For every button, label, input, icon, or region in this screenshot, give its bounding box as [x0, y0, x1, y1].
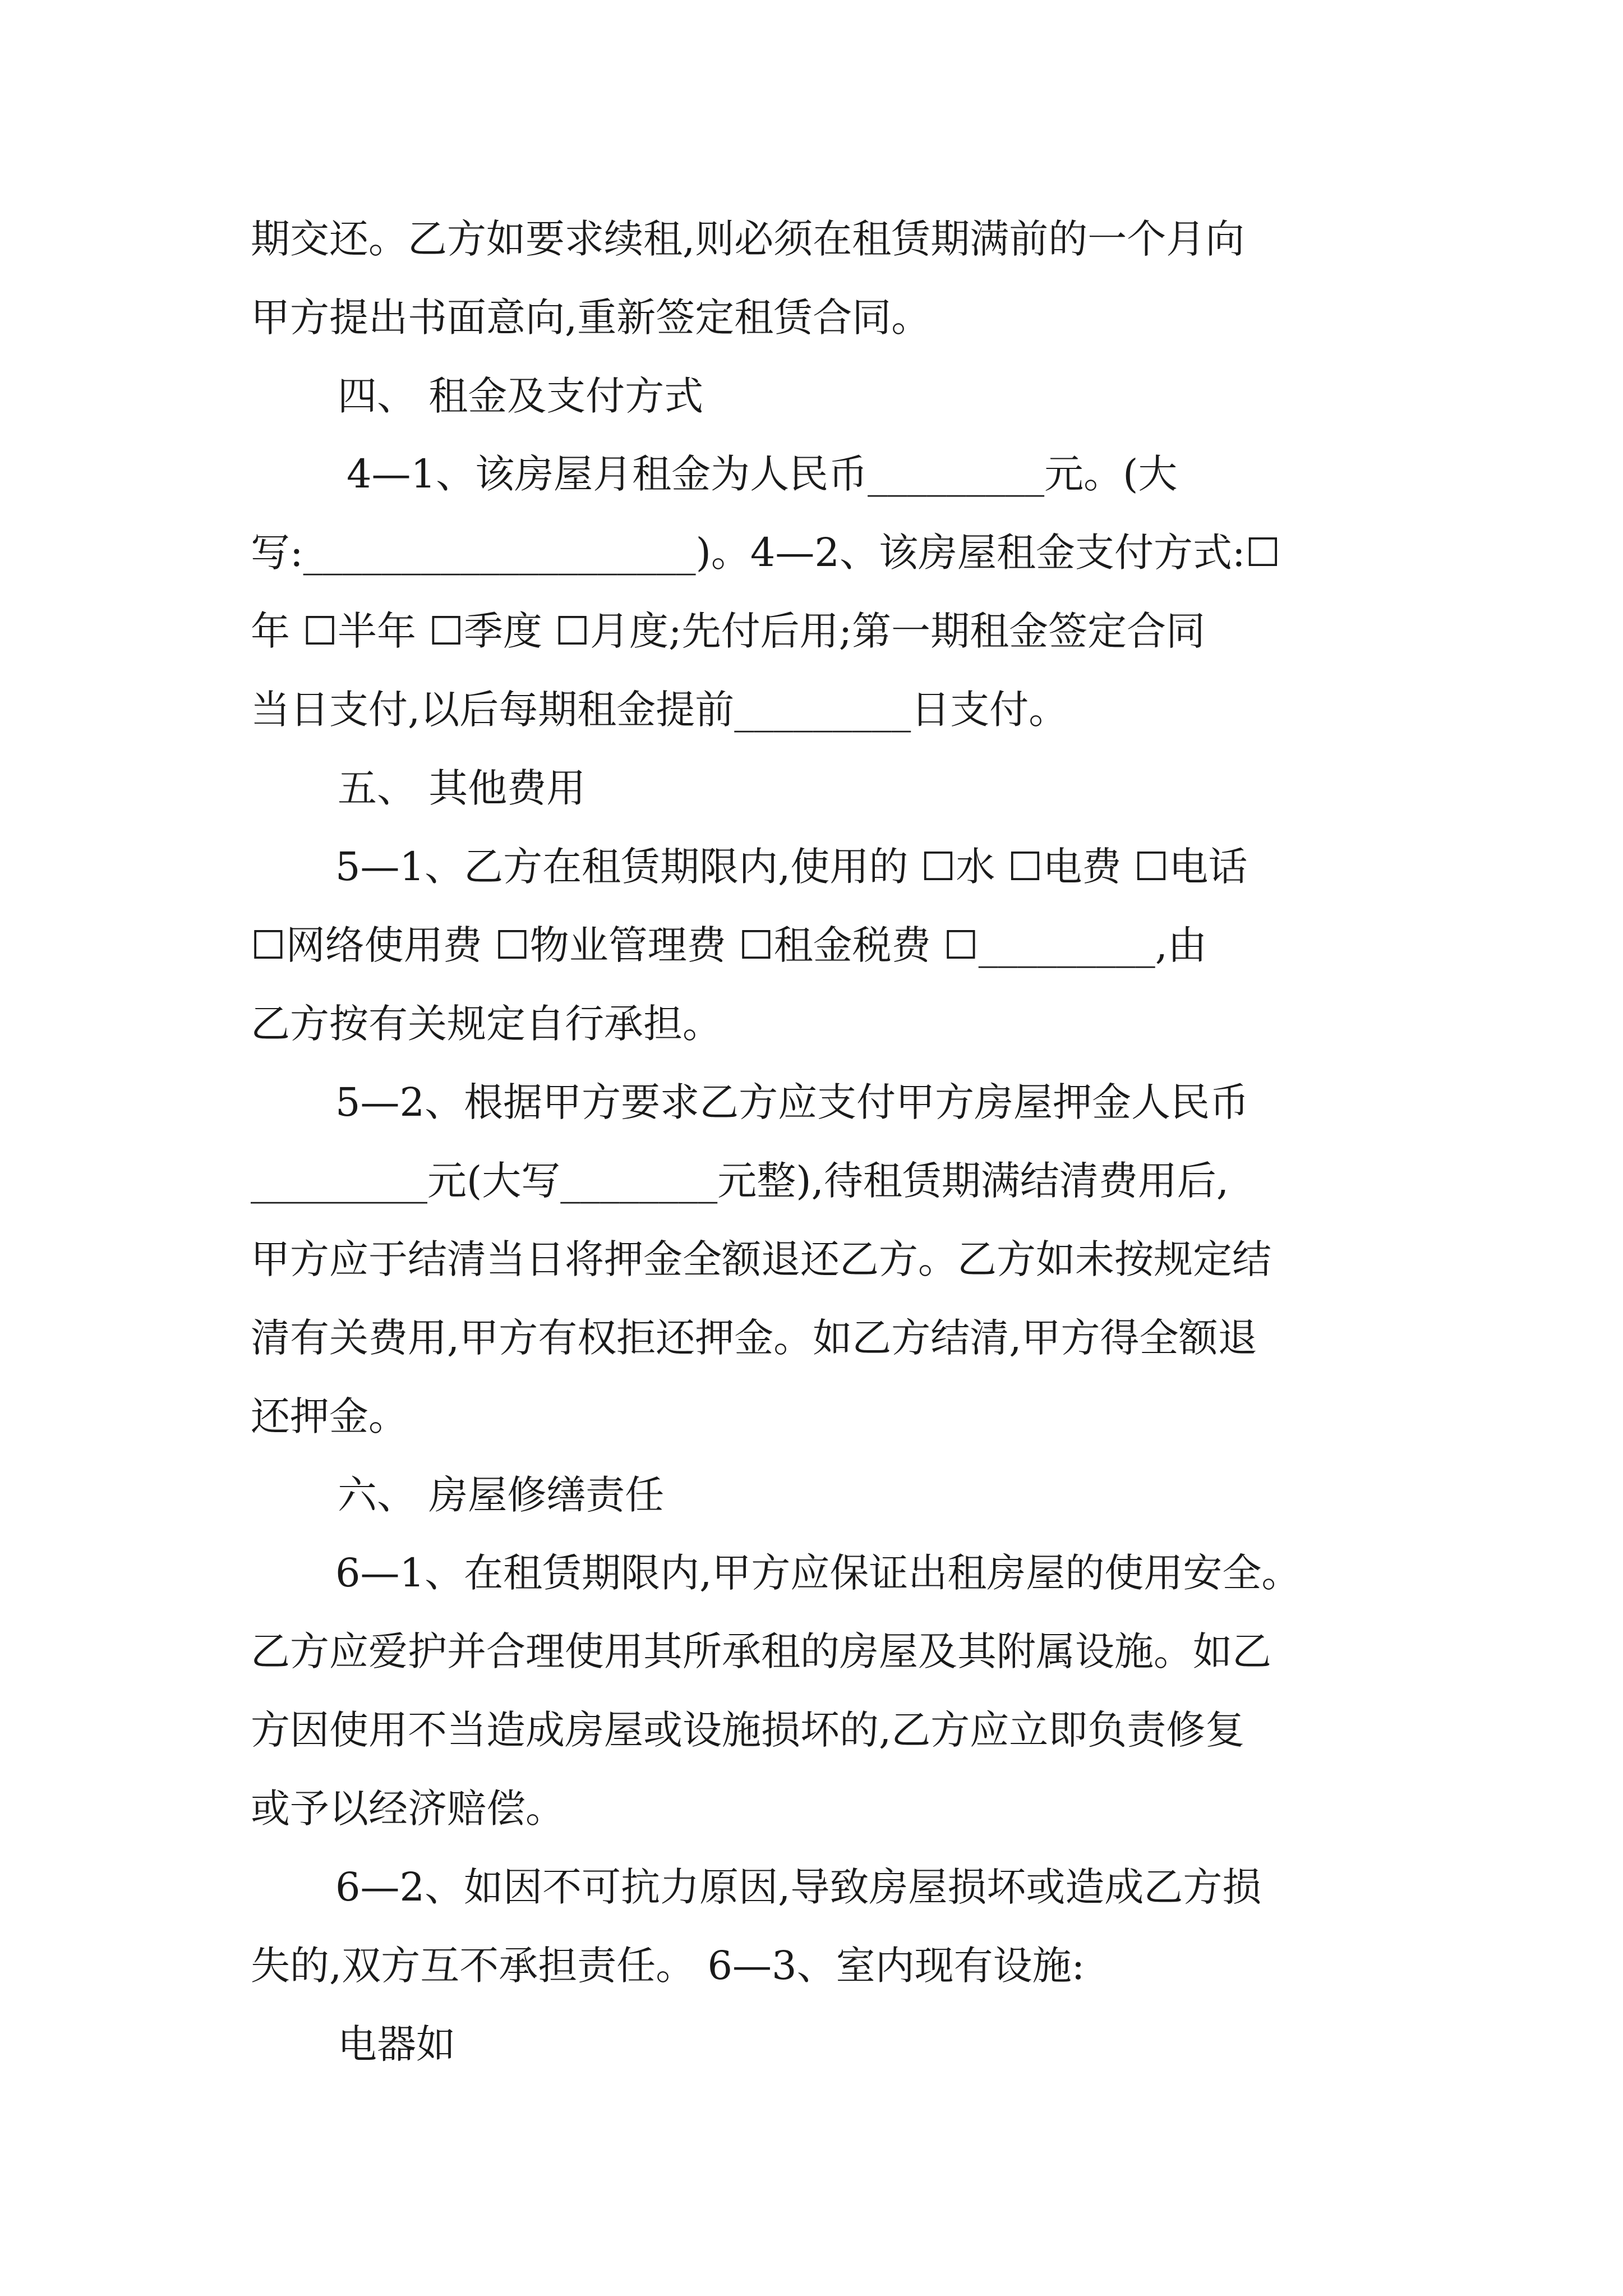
- text-line: ☐网络使用费 ☐物业管理费 ☐租金税费 ☐_________,由: [251, 922, 1207, 968]
- text-line: 乙方应爱护并合理使用其所承租的房屋及其附属设施。如乙: [251, 1628, 1271, 1674]
- text-line: 或予以经济赔偿。: [251, 1786, 565, 1832]
- text-line: 甲方应于结清当日将押金全额退还乙方。乙方如未按规定结: [251, 1236, 1271, 1282]
- text-line: 电器如: [338, 2021, 455, 2067]
- text-line: 方因使用不当造成房屋或设施损坏的,乙方应立即负责修复: [251, 1707, 1245, 1753]
- section-heading: 六、 房屋修缮责任: [338, 1472, 665, 1518]
- text-line: 甲方提出书面意向,重新签定租赁合同。: [251, 295, 931, 341]
- text-line: 年 ☐半年 ☐季度 ☐月度;先付后用;第一期租金签定合同: [251, 608, 1206, 654]
- text-line: 6—2、如因不可抗力原因,导致房屋损坏或造成乙方损: [335, 1864, 1262, 1910]
- text-line: 5—2、根据甲方要求乙方应支付甲方房屋押金人民币: [335, 1079, 1249, 1125]
- text-line: 5—1、乙方在租赁期限内,使用的 ☐水 ☐电费 ☐电话: [335, 844, 1248, 890]
- text-line: 4—1、该房屋月租金为人民币_________元。(大: [347, 451, 1178, 497]
- text-line: _________元(大写________元整),待租赁期满结清费用后,: [251, 1158, 1229, 1204]
- text-line: 期交还。乙方如要求续租,则必须在租赁期满前的一个月向: [251, 216, 1245, 262]
- text-line: 清有关费用,甲方有权拒还押金。如乙方结清,甲方得全额退: [251, 1315, 1257, 1361]
- text-line: 6—1、在租赁期限内,甲方应保证出租房屋的使用安全。: [335, 1550, 1301, 1596]
- text-line: 失的,双方互不承担责任。 6—3、室内现有设施:: [251, 1943, 1085, 1989]
- section-heading: 五、 其他费用: [338, 765, 586, 811]
- text-line: 乙方按有关规定自行承担。: [251, 1001, 722, 1047]
- text-line: 还押金。: [251, 1393, 408, 1439]
- text-line: 写:____________________)。4—2、该房屋租金支付方式:☐: [251, 530, 1281, 576]
- text-line: 当日支付,以后每期租金提前_________日支付。: [251, 687, 1068, 733]
- section-heading: 四、 租金及支付方式: [338, 373, 704, 419]
